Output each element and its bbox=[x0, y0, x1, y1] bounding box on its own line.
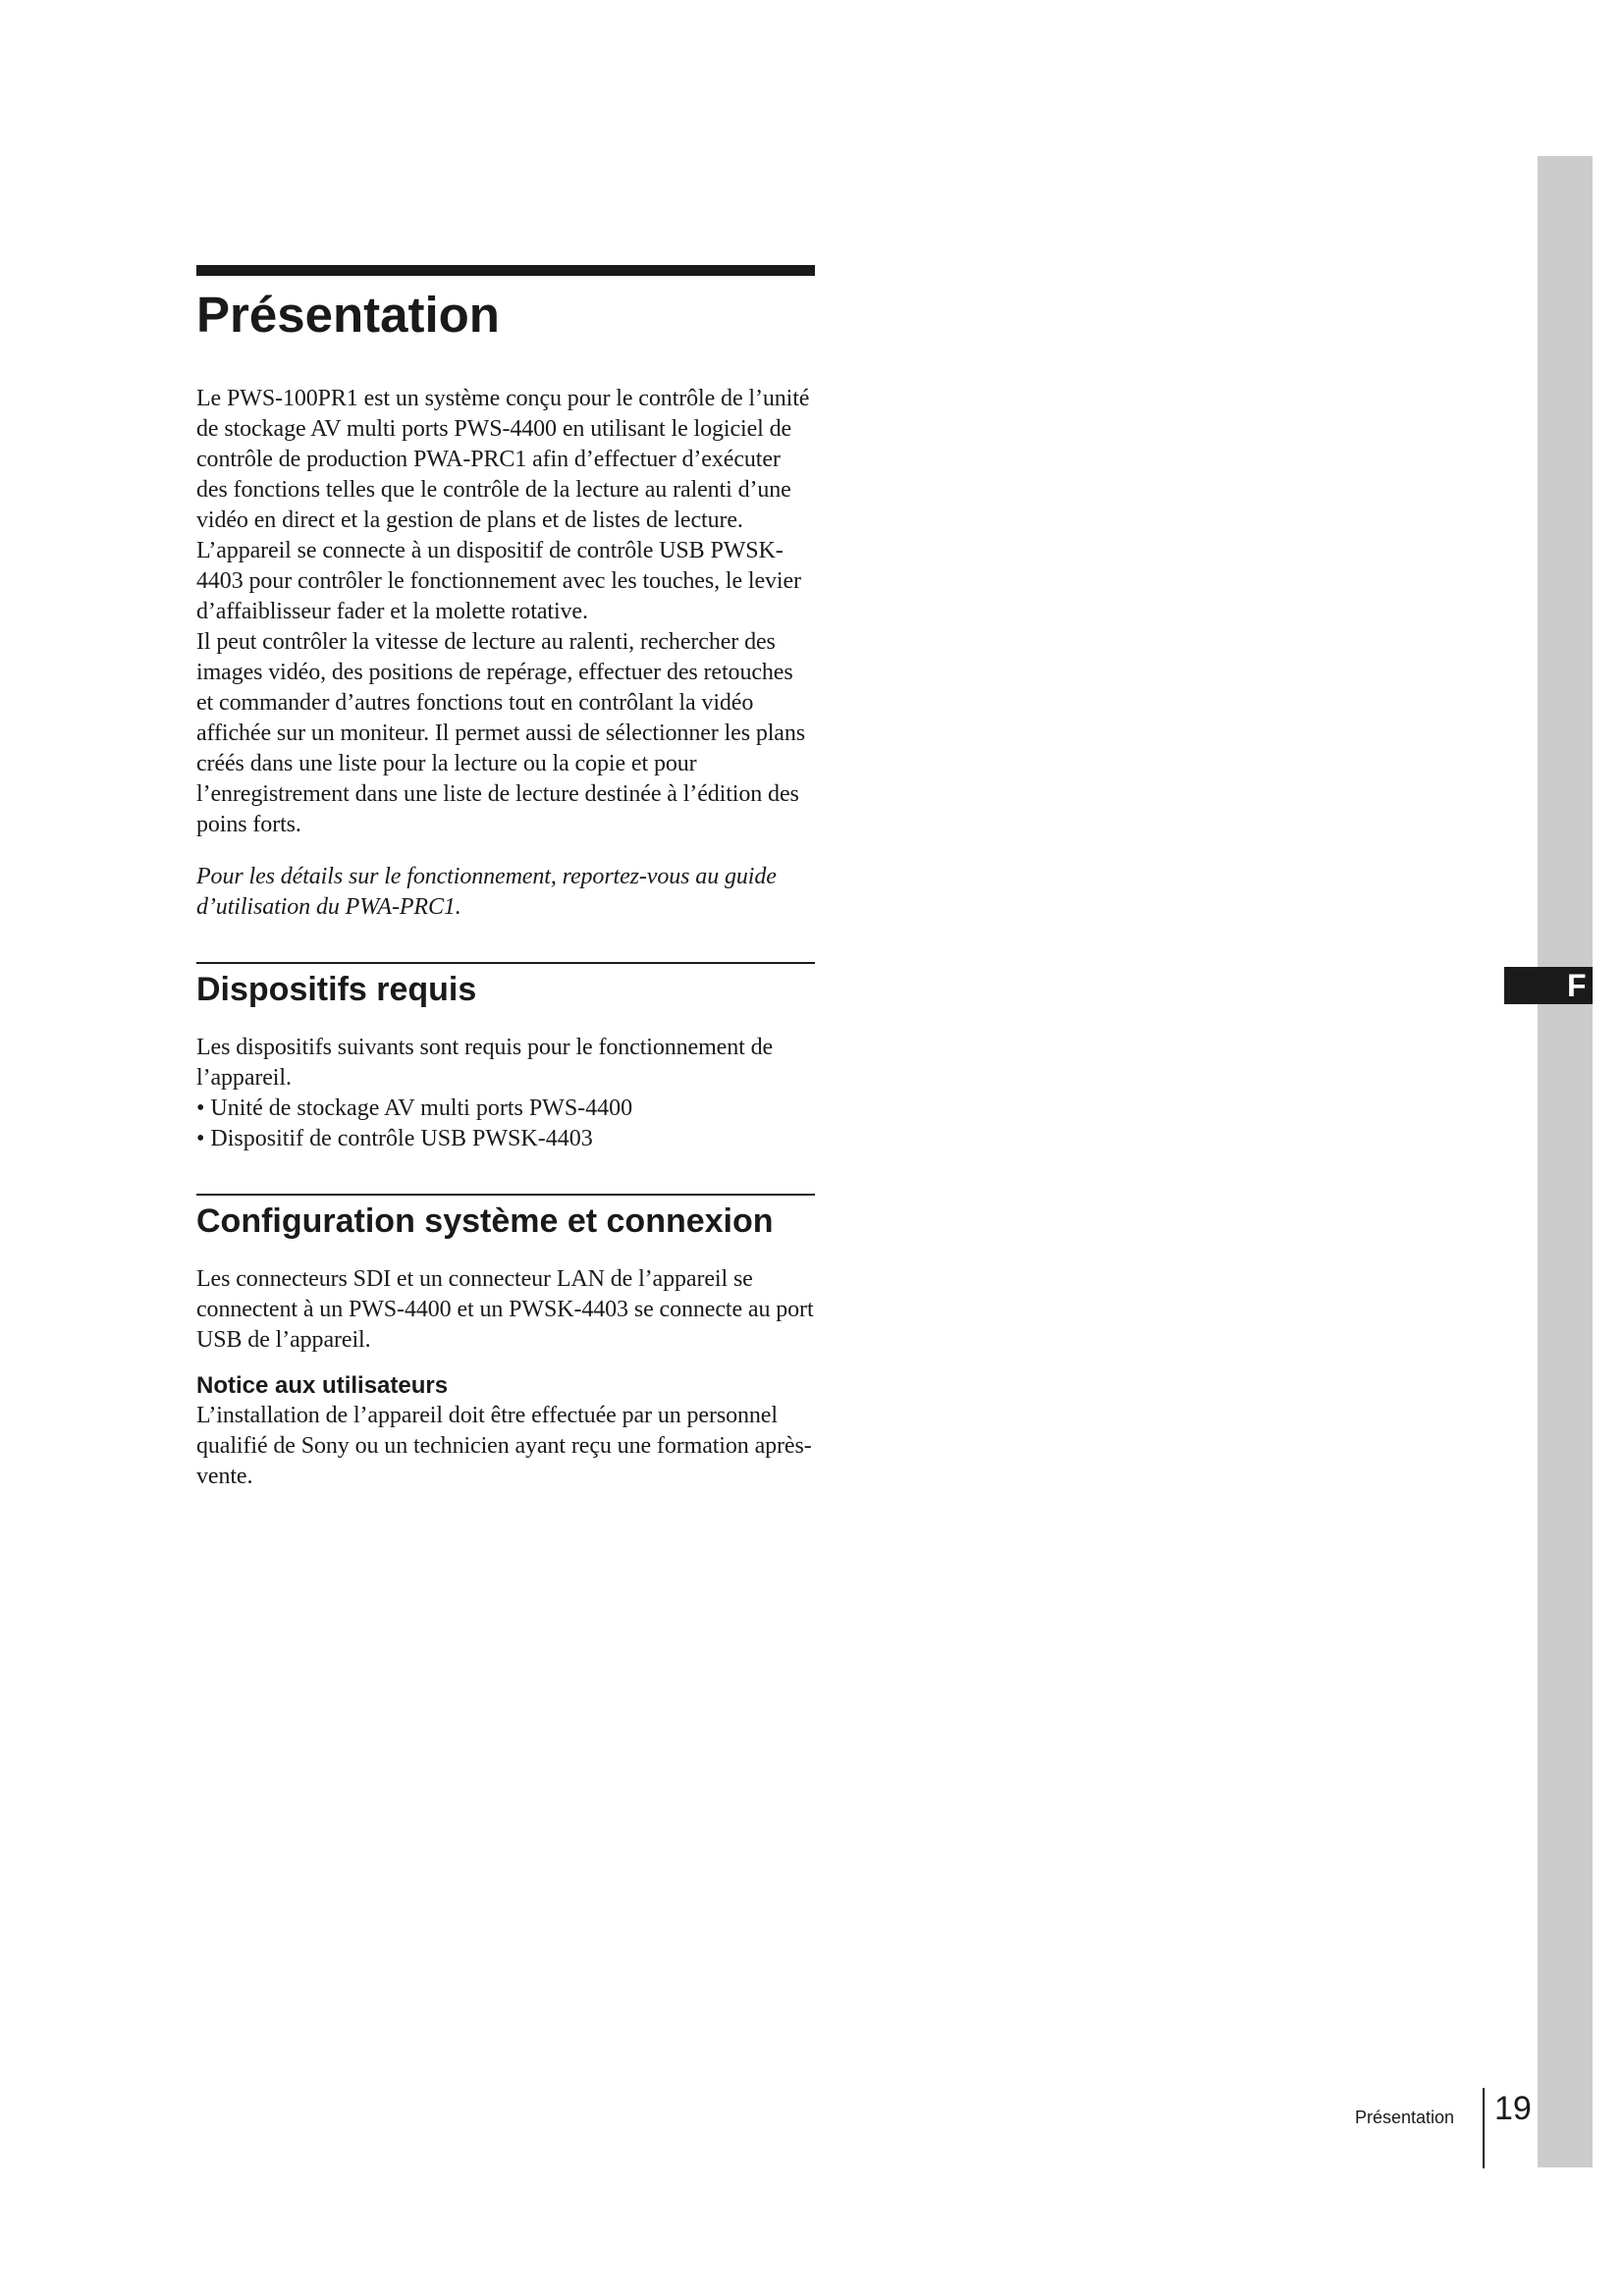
list-item: • Unité de stockage AV multi ports PWS-4400 bbox=[196, 1095, 633, 1121]
notice-text: L’installation de l’appareil doit être effectuée par un personnel qualifié de Sony ou un technicien ayant reçu une formation après-vente. bbox=[196, 1403, 812, 1489]
side-tab-bar bbox=[1538, 156, 1593, 2167]
configuration-text: Les connecteurs SDI et un connecteur LAN de l’appareil se connectent à un PWS-4400 et un PWSK-4403 se connecte au port USB de l’appareil. bbox=[196, 1266, 814, 1353]
intro-paragraph-2: L’appareil se connecte à un dispositif de contrôle USB PWSK-4403 pour contrôler le fonctionnement avec les touches, le levier d’affaiblisseur fader et la molette rotative. bbox=[196, 538, 801, 624]
section-rule bbox=[196, 962, 815, 964]
footer-section-label: Présentation bbox=[1355, 2108, 1455, 2127]
section-devices bbox=[196, 962, 815, 1154]
section-configuration bbox=[196, 1194, 815, 1492]
intro-paragraph-3: Il peut contrôler la vitesse de lecture au ralenti, rechercher des images vidéo, des positions de repérage, effectuer des retouches et commander d’autres fonctions tout en contrôlant la vidéo affichée sur un moniteur. Il permet aussi de sélectionner les plans créés dans une liste pour la lecture ou la copie et pour l’enregistrement dans une liste de lecture destinée à l’édition des poins forts. bbox=[196, 629, 805, 837]
footer-divider bbox=[1483, 2088, 1485, 2168]
list-item: • Dispositif de contrôle USB PWSK-4403 bbox=[196, 1126, 593, 1151]
section-heading-devices: Dispositifs requis bbox=[196, 971, 477, 1008]
language-tab-label: F bbox=[1567, 968, 1587, 1003]
language-tab bbox=[1504, 967, 1593, 1004]
title-rule bbox=[196, 265, 815, 276]
section-heading-configuration: Configuration système et connexion bbox=[196, 1202, 774, 1240]
section-rule bbox=[196, 1194, 815, 1196]
notice-heading: Notice aux utilisateurs bbox=[196, 1372, 449, 1399]
presentation-body bbox=[196, 384, 815, 923]
reference-note: Pour les détails sur le fonctionnement, reportez-vous au guide d’utilisation du PWA-PRC1. bbox=[196, 864, 777, 920]
page-content bbox=[196, 265, 815, 1492]
intro-paragraph-1: Le PWS-100PR1 est un système conçu pour le contrôle de l’unité de stockage AV multi ports PWS-4400 en utilisant le logiciel de contrôle de production PWA-PRC1 afin d’effectuer d’exécuter des fonctions telles que le contrôle de la lecture au ralenti d’une vidéo en direct et la gestion de plans et de listes de lecture. bbox=[196, 386, 810, 533]
page-number: 19 bbox=[1494, 2090, 1532, 2127]
page-title: Présentation bbox=[196, 287, 500, 343]
devices-list bbox=[196, 1094, 815, 1154]
devices-intro: Les dispositifs suivants sont requis pour le fonctionnement de l’appareil. bbox=[196, 1035, 774, 1091]
